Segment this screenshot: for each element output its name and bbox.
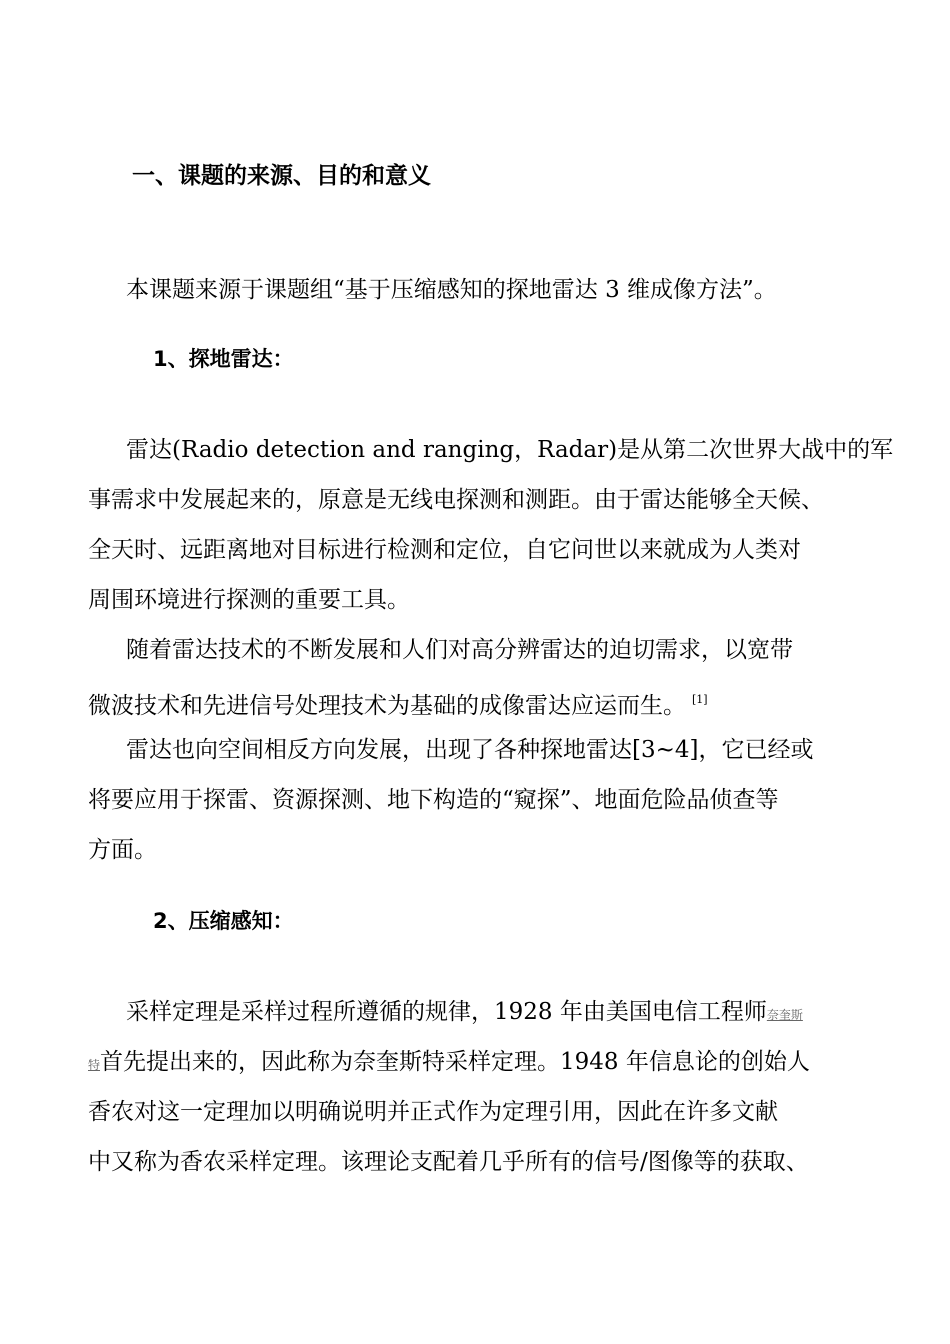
paragraph-line [88, 1044, 810, 1083]
paragraph-line: 方面。 [88, 837, 157, 863]
paragraph-line: 中又称为香农采样定理。该理论支配着几乎所有的信号/图像等的获取、 [88, 1149, 809, 1175]
paragraph-line: 雷达(Radio detection and ranging，Radar)是从第二次世界大战中的军 [126, 437, 894, 463]
nyquist-link[interactable]: 奈奎斯 [766, 1008, 803, 1022]
paragraph-text: 微波技术和先进信号处理技术为基础的成像雷达应运而生。 [88, 693, 686, 719]
paragraph-text: 首先提出来的，因此称为奈奎斯特采样定理。1948 年信息论的创始人 [100, 1049, 810, 1075]
paragraph-line: 周围环境进行探测的重要工具。 [88, 587, 410, 613]
paragraph-line: 事需求中发展起来的，原意是无线电探测和测距。由于雷达能够全天候、 [88, 487, 824, 513]
paragraph-line [88, 682, 708, 724]
subsection-title-gpr: 1、探地雷达： [153, 347, 294, 371]
paragraph-line: 香农对这一定理加以明确说明并正式作为定理引用，因此在许多文献 [88, 1099, 778, 1125]
paragraph-text: 采样定理是采样过程所遵循的规律，1928 年由美国电信工程师 [126, 999, 767, 1025]
nyquist-link-continued[interactable]: 特 [88, 1058, 101, 1072]
paragraph-line: 将要应用于探雷、资源探测、地下构造的“窥探”、地面危险品侦查等 [88, 787, 779, 813]
section-heading: 一、课题的来源、目的和意义 [132, 163, 431, 189]
subsection-title-cs: 2、压缩感知： [153, 909, 294, 933]
paragraph-line [126, 994, 803, 1033]
paragraph-line: 全天时、远距离地对目标进行检测和定位，自它问世以来就成为人类对 [88, 537, 801, 563]
source-line: 本课题来源于课题组“基于压缩感知的探地雷达 3 维成像方法”。 [126, 277, 777, 303]
paragraph-line: 随着雷达技术的不断发展和人们对高分辨雷达的迫切需求，以宽带 [126, 637, 793, 663]
paragraph-line: 雷达也向空间相反方向发展，出现了各种探地雷达[3~4]，它已经或 [126, 737, 814, 763]
citation-ref[interactable]: [1] [692, 693, 708, 706]
